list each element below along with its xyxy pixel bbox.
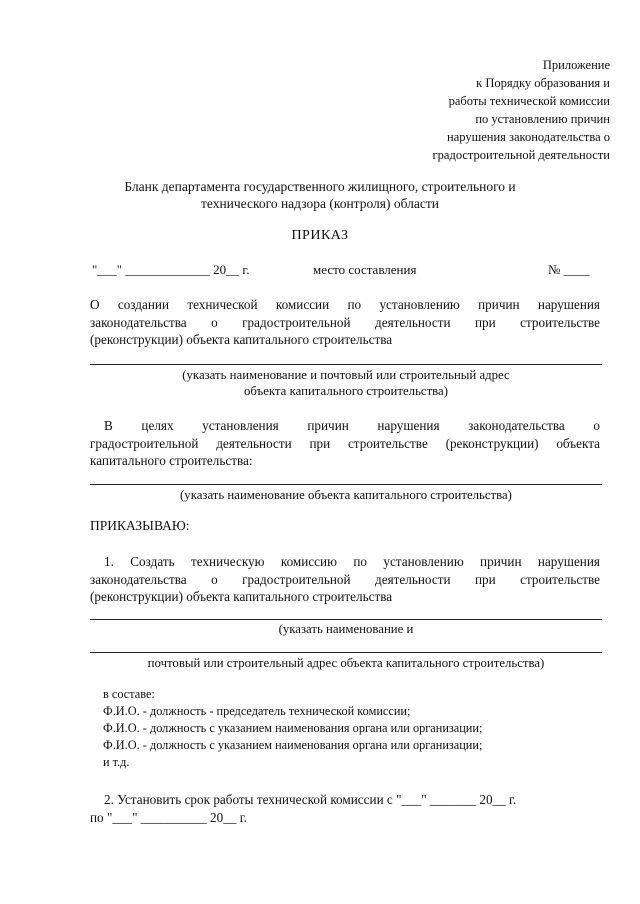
item-1-line: законодательства о градостроительной деятельности при строительстве (90, 571, 600, 587)
purpose-line: капитального строительства: (90, 453, 253, 468)
appendix-line: по установлению причин (475, 112, 610, 126)
address-caption-2: почтовый или строительный адрес объекта капитального строительства) (147, 656, 545, 670)
composition-line: Ф.И.О. - должность - председатель технической комиссии; (103, 704, 411, 718)
fill-line (90, 619, 602, 620)
appendix-line: Приложение (542, 58, 610, 72)
appendix-line: нарушения законодательства о (447, 130, 610, 144)
item-1-line: (реконструкции) объекта капитального строительства (90, 589, 393, 604)
appendix-line: работы технической комиссии (448, 94, 610, 108)
letterhead-line-2: технического надзора (контроля) области (200, 196, 440, 211)
appendix-block (433, 56, 610, 164)
date-field: "___" _____________ 20__ г. (92, 262, 250, 277)
fill-line (90, 364, 602, 365)
composition-line: Ф.И.О. - должность с указанием наименования органа или организации; (103, 721, 483, 735)
place-label: место составления (313, 262, 417, 277)
fill-line (90, 484, 602, 485)
item-2-line-1: 2. Установить срок работы технической комиссии с "___" _______ 20__ г. (104, 792, 517, 807)
order-heading: ПРИКАЗЫВАЮ: (90, 518, 190, 533)
address-caption (90, 367, 602, 399)
order-number: № ____ (548, 262, 590, 277)
purpose-line: градостроительной деятельности при строительстве (реконструкции) объекта (90, 435, 600, 451)
composition-line: Ф.И.О. - должность с указанием наименования органа или организации; (103, 738, 483, 752)
appendix-line: к Порядку образования и (476, 76, 610, 90)
subject-line: (реконструкции) объекта капитального строительства (90, 332, 393, 347)
letterhead-line-1: Бланк департамента государственного жилищного, строительного и (124, 179, 516, 194)
letterhead (0, 178, 640, 212)
item-2-line-2: по "___" __________ 20__ г. (90, 810, 247, 825)
caption-line: объекта капитального строительства) (244, 384, 448, 398)
object-caption: (указать наименование объекта капитального строительства) (180, 488, 512, 502)
subject-line: О создании технической комиссии по установлению причин нарушения (90, 297, 600, 312)
caption-line: (указать наименование и почтовый или строительный адрес (182, 368, 510, 382)
purpose-line: В целях установления причин нарушения законодательства о (104, 418, 600, 433)
purpose-paragraph (90, 417, 600, 470)
appendix-line: градостроительной деятельности (432, 148, 610, 162)
composition-list (103, 686, 482, 771)
document-title: ПРИКАЗ (291, 228, 349, 243)
composition-line: в составе: (103, 687, 155, 701)
item-1-line: 1. Создать техническую комиссию по установлению причин нарушения (104, 554, 600, 569)
item-1-paragraph (90, 553, 600, 606)
subject-line: законодательства о градостроительной деятельности при строительстве (90, 314, 600, 330)
composition-line: и т.д. (103, 755, 130, 769)
name-caption: (указать наименование и (278, 622, 414, 636)
subject-paragraph (90, 296, 600, 349)
fill-line (90, 652, 602, 653)
